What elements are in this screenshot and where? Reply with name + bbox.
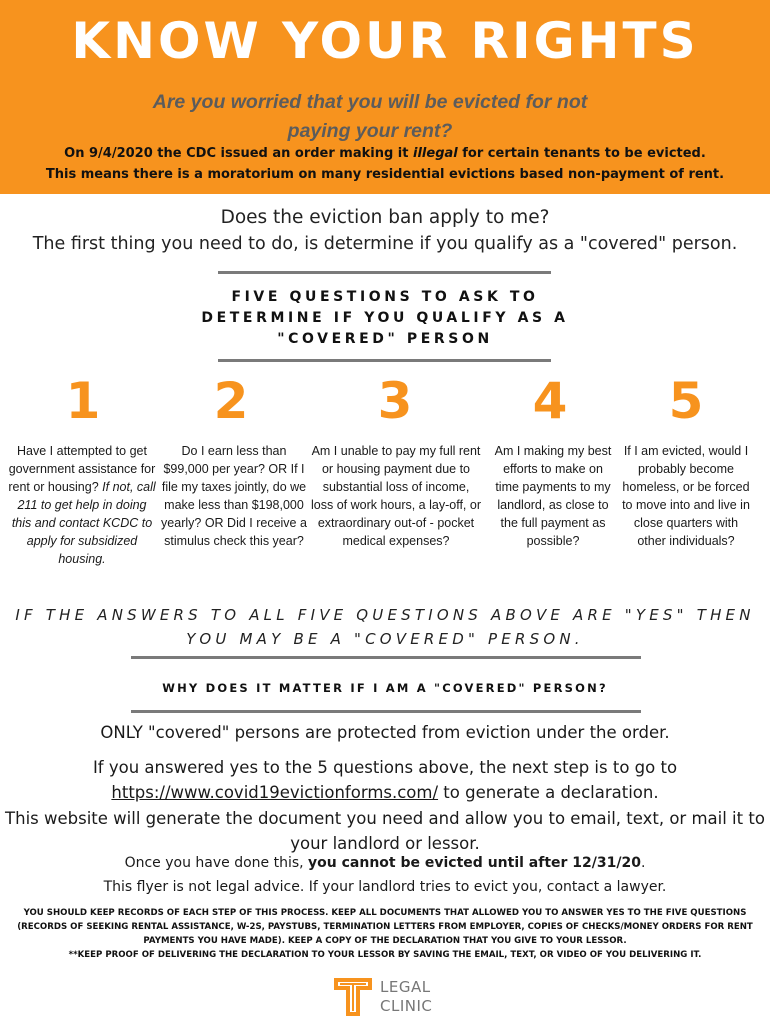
only-covered-text: ONLY "covered" persons are protected from eviction under the order. bbox=[100, 723, 670, 742]
intro-statement: The first thing you need to do, is determine if you qualify as a "covered" person. bbox=[32, 234, 738, 254]
legal-disclaimer: This flyer is not legal advice. If your landlord tries to evict you, contact a lawyer. bbox=[103, 879, 667, 895]
eviction-forms-link[interactable]: https://www.covid19evictionforms.com/ bbox=[111, 783, 439, 802]
once-bold: you cannot be evicted until after 12/31/20 bbox=[308, 855, 641, 871]
question-2: Do I earn less than $99,000 per year? OR If I file my taxes jointly, do we make less than $198,000 yearly? OR Did I receive a stimulus check this year? bbox=[161, 444, 307, 548]
question-4: Am I making my best efforts to make on time payments to my landlord, as close to the full payment as possible? bbox=[494, 444, 612, 548]
question-number-3: 3 bbox=[377, 372, 413, 430]
power-t-icon bbox=[332, 976, 374, 1018]
five-questions-heading: FIVE QUESTIONS TO ASK TO DETERMINE IF YOU QUALIFY AS A "COVERED" PERSON bbox=[201, 289, 569, 347]
why-heading: WHY DOES IT MATTER IF I AM A "COVERED" PERSON? bbox=[162, 681, 608, 695]
question-number-2: 2 bbox=[213, 372, 249, 430]
notice-text: On 9/4/2020 the CDC issued an order making it bbox=[64, 146, 414, 161]
question-number-1: 1 bbox=[65, 372, 101, 430]
records-note: YOU SHOULD KEEP RECORDS OF EACH STEP OF THIS PROCESS. KEEP ALL DOCUMENTS THAT ALLOWED YOU TO ANSWER YES TO THE FIVE QUESTIONS (RECORDS OF SEEKING RENTAL ASSISTANCE, W-2S, PAYSTUBS, TERMINATION LETTERS FROM EMPLOYER, COPIES OF CHECKS/MONEY ORDERS FOR RENT PAYMENTS YOU HAVE MADE). KEEP A COPY OF THE DECLARATION THAT YOU GIVE TO YOUR LESSOR. bbox=[17, 908, 753, 946]
notice-text: for certain tenants to be evicted. bbox=[457, 146, 706, 161]
divider bbox=[218, 271, 551, 274]
logo-text bbox=[380, 978, 460, 1016]
next-step-text: If you answered yes to the 5 questions above, the next step is to go to bbox=[92, 758, 678, 777]
page-title: KNOW YOUR RIGHTS bbox=[71, 12, 699, 70]
website-generates-text: This website will generate the document you need and allow you to email, text, or mail it to your landlord or lessor. bbox=[5, 809, 765, 853]
once-text: . bbox=[640, 855, 646, 871]
logo-line-1: LEGAL bbox=[380, 978, 431, 996]
link-line bbox=[0, 781, 770, 805]
question-1-text: Have I attempted to get government assistance for rent or housing? bbox=[8, 444, 156, 494]
question-number-5: 5 bbox=[668, 372, 704, 430]
proof-note: **KEEP PROOF OF DELIVERING THE DECLARATION TO YOUR LESSOR BY SAVING THE EMAIL, TEXT, OR VIDEO OF YOU DELIVERING IT. bbox=[68, 950, 702, 960]
question-3: Am I unable to pay my full rent or housing payment due to substantial loss of income, loss of work hours, a lay-off, or extraordinary out-of - pocket medical expenses? bbox=[311, 444, 481, 548]
notice-line-1 bbox=[0, 143, 770, 164]
question-number-4: 4 bbox=[532, 372, 568, 430]
once-done-text bbox=[0, 853, 770, 873]
once-text: Once you have done this, bbox=[124, 855, 309, 871]
divider bbox=[131, 656, 641, 659]
question-1-note: If not, call 211 to get help in doing this and contact KCDC to apply for subsidized housing. bbox=[11, 480, 156, 566]
divider bbox=[131, 710, 641, 713]
banner-notice bbox=[0, 143, 770, 185]
question-1 bbox=[7, 442, 157, 568]
banner-question: Are you worried that you will be evicted for not paying your rent? bbox=[152, 91, 588, 142]
covered-conclusion: IF THE ANSWERS TO ALL FIVE QUESTIONS ABOVE ARE "YES" THEN YOU MAY BE A "COVERED" PERSON. bbox=[15, 606, 755, 648]
divider bbox=[218, 359, 551, 362]
fine-print bbox=[0, 906, 770, 962]
link-suffix: to generate a declaration. bbox=[438, 783, 659, 802]
intro-question: Does the eviction ban apply to me? bbox=[220, 207, 550, 228]
header-banner bbox=[0, 0, 770, 194]
notice-emphasis: illegal bbox=[413, 146, 458, 161]
notice-line-2: This means there is a moratorium on many residential evictions based non-payment of rent. bbox=[45, 167, 725, 182]
question-5: If I am evicted, would I probably become homeless, or be forced to move into and live in close quarters with other individuals? bbox=[622, 444, 750, 548]
legal-clinic-logo bbox=[332, 976, 447, 1018]
logo-line-2: CLINIC bbox=[380, 997, 433, 1015]
